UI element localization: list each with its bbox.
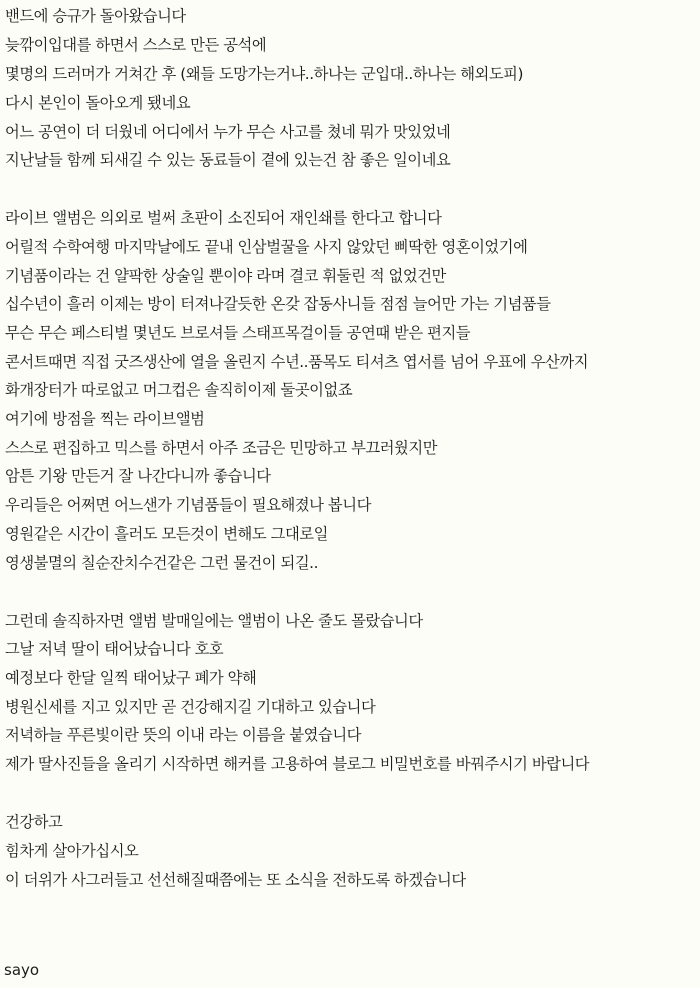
- post-text-line: 예정보다 한달 일찍 태어났구 폐가 약해: [5, 669, 257, 687]
- post-text-line: 스스로 편집하고 믹스를 하면서 아주 조금은 민망하고 부끄러웠지만: [5, 439, 438, 457]
- post-text-line: 콘서트때면 직접 굿즈생산에 열을 올린지 수년..품목도 티셔츠 엽서를 넘어 우표에 우산까지: [5, 353, 589, 371]
- post-text-line: 이 더위가 사그러들고 선선해질때쯤에는 또 소식을 전하도록 하겠습니다: [5, 871, 466, 889]
- post-text-line: 영생불멸의 칠순잔치수건같은 그런 물건이 되길..: [5, 554, 319, 572]
- post-text-line: 라이브 앨범은 의외로 벌써 초판이 소진되어 재인쇄를 한다고 합니다: [5, 209, 442, 227]
- post-text-line: 밴드에 승규가 돌아왔습니다: [5, 7, 186, 25]
- post-text-line: 무슨 무슨 페스티벌 몇년도 브로셔들 스태프목걸이들 공연때 받은 편지들: [5, 324, 471, 342]
- post-text-line: 어느 공연이 더 더웠네 어디에서 누가 무슨 사고를 쳤네 뭐가 맛있었네: [5, 123, 451, 141]
- post-text-line: 병원신세를 지고 있지만 곧 건강해지길 기대하고 있습니다: [5, 698, 376, 716]
- post-text-line: 화개장터가 따로없고 머그컵은 솔직히이제 둘곳이없죠: [5, 381, 353, 399]
- post-text-line: 어릴적 수학여행 마지막날에도 끝내 인삼벌꿀을 사지 않았던 삐딱한 영혼이었기에: [5, 238, 528, 256]
- post-text-line: 기념품이라는 건 얄팍한 상술일 뿐이야 라며 결코 휘둘린 적 없었건만: [5, 267, 446, 285]
- post-text-line: 늦깎이입대를 하면서 스스로 만든 공석에: [5, 36, 267, 54]
- post-text-line: 영원같은 시간이 흘러도 모든것이 변해도 그대로일: [5, 525, 328, 543]
- post-text-line: 우리들은 어쩌면 어느샌가 기념품들이 필요해졌나 봅니다: [5, 496, 371, 514]
- post-text-line: 암튼 기왕 만든거 잘 나간다니까 좋습니다: [5, 467, 271, 485]
- post-text-line: 몇명의 드러머가 거쳐간 후 (왜들 도망가는거냐..하나는 군입대..하나는 해외도피): [5, 65, 524, 83]
- post-text-line: 지난날들 함께 되새길 수 있는 동료들이 곁에 있는건 참 좋은 일이네요: [5, 151, 451, 169]
- post-text-line: 십수년이 흘러 이제는 방이 터져나갈듯한 온갖 잡동사니들 점점 늘어만 가는 기념품들: [5, 295, 551, 313]
- post-text-line: 다시 본인이 돌아오게 됐네요: [5, 94, 191, 112]
- post-text-line: 힘차게 살아가십시오: [5, 842, 139, 860]
- post-text-line: 저녁하늘 푸른빛이란 뜻의 이내 라는 이름을 붙였습니다: [5, 726, 361, 744]
- post-text-line: 제가 딸사진들을 올리기 시작하면 해커를 고용하여 블로그 비밀번호를 바꿔주시기 바랍니다: [5, 755, 590, 773]
- post-text-line: 그런데 솔직하자면 앨범 발매일에는 앨범이 나온 줄도 몰랐습니다: [5, 612, 423, 630]
- post-text-line: 건강하고: [5, 813, 63, 831]
- post-text-line: 여기에 방점을 찍는 라이브앨범: [5, 410, 205, 428]
- author-signature: sayo: [4, 961, 40, 979]
- post-text-line: 그날 저녁 딸이 태어났습니다 호호: [5, 640, 224, 658]
